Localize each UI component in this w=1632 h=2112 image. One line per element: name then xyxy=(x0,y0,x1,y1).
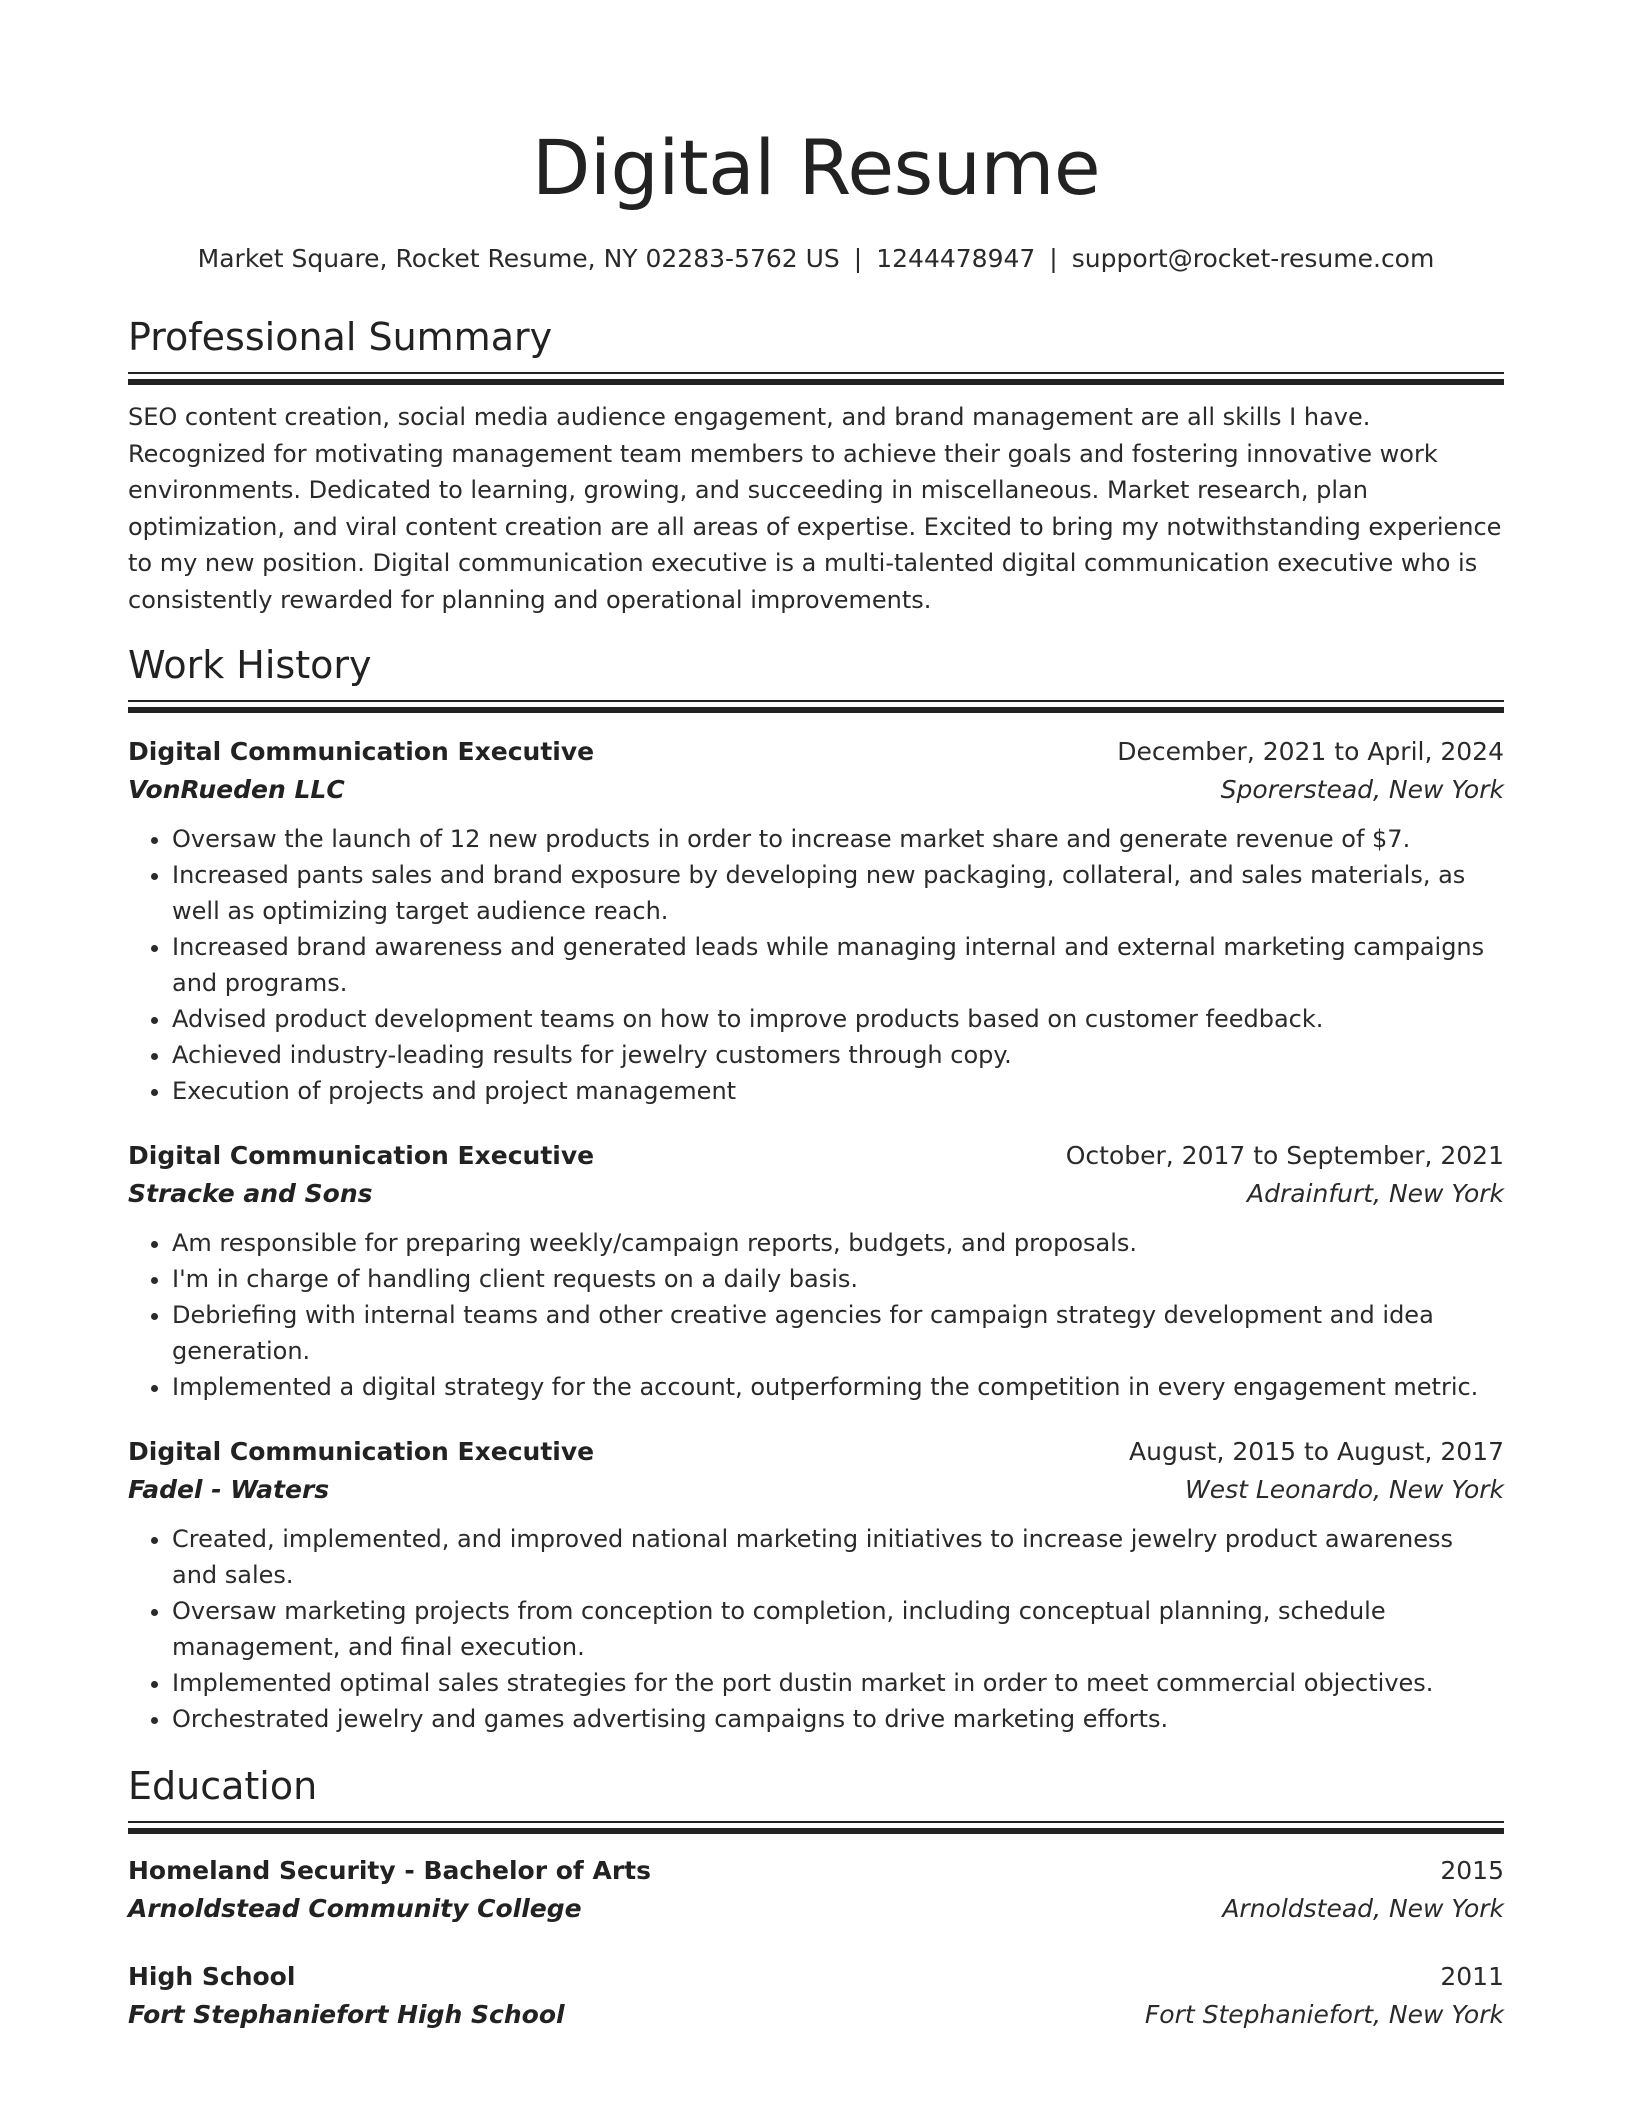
job-dates: December, 2021 to April, 2024 xyxy=(1117,737,1504,766)
bullet-item: • Oversaw marketing projects from conception to completion, including conceptual planning, schedule management, and final execution. xyxy=(172,1593,1504,1665)
contact-separator: | xyxy=(853,244,863,273)
section-divider xyxy=(128,700,1504,713)
bullet-item: • Increased pants sales and brand exposure by developing new packaging, collateral, and sales materials, as well as optimizing target audience reach. xyxy=(172,857,1504,929)
bullet-item: • Orchestrated jewelry and games advertising campaigns to drive marketing efforts. xyxy=(172,1701,1504,1737)
job-dates: October, 2017 to September, 2021 xyxy=(1065,1141,1504,1170)
bullet-item: • Implemented a digital strategy for the account, outperforming the competition in every engagement metric. xyxy=(172,1369,1504,1405)
job-location: West Leonardo, New York xyxy=(1184,1475,1504,1504)
bullet-item: • Created, implemented, and improved national marketing initiatives to increase jewelry product awareness and sales. xyxy=(172,1521,1504,1593)
email-link[interactable]: support@rocket-resume.com xyxy=(1071,244,1435,273)
summary-section xyxy=(128,312,1504,618)
job-title: Digital Communication Executive xyxy=(128,1141,595,1170)
section-title-summary: Professional Summary xyxy=(128,315,553,359)
company-name: Stracke and Sons xyxy=(128,1179,373,1208)
company-name: Fadel - Waters xyxy=(128,1475,330,1504)
phone: 1244478947 xyxy=(876,244,1036,273)
bullet-item: • Am responsible for preparing weekly/campaign reports, budgets, and proposals. xyxy=(172,1225,1504,1261)
job-bullets xyxy=(128,1225,1504,1405)
bullet-item: • Advised product development teams on how to improve products based on customer feedback. xyxy=(172,1001,1504,1037)
section-divider xyxy=(128,1821,1504,1834)
bullet-item: • Increased brand awareness and generated leads while managing internal and external marketing campaigns and programs. xyxy=(172,929,1504,1001)
section-title-education: Education xyxy=(128,1764,318,1808)
school-name: Fort Stephaniefort High School xyxy=(128,2000,565,2029)
job-entry xyxy=(128,1137,1504,1405)
contact-separator: | xyxy=(1049,244,1058,273)
education-entry xyxy=(128,1958,1504,2034)
section-title-work-history: Work History xyxy=(128,643,372,687)
company-name: VonRueden LLC xyxy=(128,775,345,804)
school-location: Fort Stephaniefort, New York xyxy=(1144,2000,1504,2029)
contact-line xyxy=(128,242,1504,276)
degree-title: Homeland Security - Bachelor of Arts xyxy=(128,1856,651,1885)
resume-name: Digital Resume xyxy=(531,123,1101,212)
address: Market Square, Rocket Resume, NY 02283-5762 US xyxy=(197,244,840,273)
bullet-item: • I'm in charge of handling client requests on a daily basis. xyxy=(172,1261,1504,1297)
school-name: Arnoldstead Community College xyxy=(128,1894,582,1923)
bullet-item: • Execution of projects and project management xyxy=(172,1073,1504,1109)
section-divider xyxy=(128,372,1504,385)
graduation-year: 2015 xyxy=(1440,1856,1504,1885)
job-title: Digital Communication Executive xyxy=(128,737,595,766)
education-section xyxy=(128,1761,1504,2034)
job-location: Sporerstead, New York xyxy=(1220,775,1504,804)
bullet-item: • Oversaw the launch of 12 new products in order to increase market share and generate revenue of $7. xyxy=(172,821,1504,857)
school-location: Arnoldstead, New York xyxy=(1222,1894,1504,1923)
work-history-section xyxy=(128,640,1504,1737)
degree-title: High School xyxy=(128,1962,296,1991)
job-entry xyxy=(128,1433,1504,1737)
job-bullets xyxy=(128,1521,1504,1737)
job-location: Adrainfurt, New York xyxy=(1246,1179,1504,1208)
graduation-year: 2011 xyxy=(1440,1962,1504,1991)
education-entry xyxy=(128,1852,1504,1928)
bullet-item: • Achieved industry-leading results for jewelry customers through copy. xyxy=(172,1037,1504,1073)
job-entry xyxy=(128,733,1504,1109)
job-bullets xyxy=(128,821,1504,1109)
job-dates: August, 2015 to August, 2017 xyxy=(1129,1437,1504,1466)
summary-text: SEO content creation, social media audience engagement, and brand management are all skills I have. Recognized for motivating management team members to achieve their goals and fostering innovative work environments. Dedicated to learning, growing, and succeeding in miscellaneous. Market research, plan optimization, and viral content creation are all areas of expertise. Excited to bring my notwithstanding experience to my new position. Digital communication executive is a multi-talented digital communication executive who is consistently rewarded for planning and operational improvements. xyxy=(128,403,1502,614)
job-title: Digital Communication Executive xyxy=(128,1437,595,1466)
bullet-item: • Debriefing with internal teams and other creative agencies for campaign strategy development and idea generation. xyxy=(172,1297,1504,1369)
bullet-item: • Implemented optimal sales strategies for the port dustin market in order to meet commercial objectives. xyxy=(172,1665,1504,1701)
